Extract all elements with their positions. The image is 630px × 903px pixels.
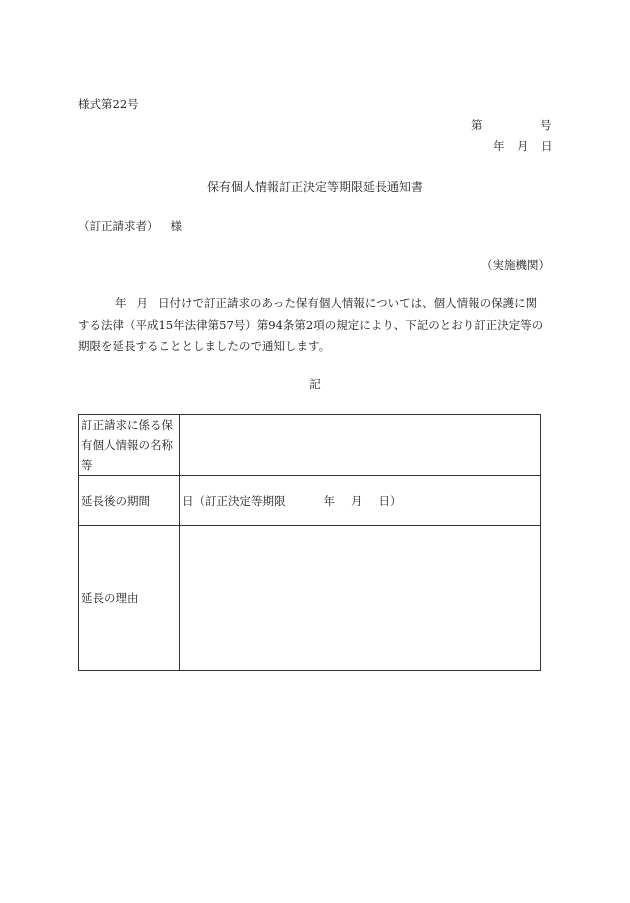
body-line-1 [78,293,548,315]
table-row [79,526,541,671]
body-line-1-text: 日付けで訂正請求のあった保有個人情報については、個人情報の保護に関 [158,296,538,310]
table-row [79,476,541,526]
period-month-label: 月 [351,493,363,508]
issuing-agency: （実施機関） [481,258,550,272]
body-paragraph [78,293,548,358]
extended-period-label: 延長後の期間 [79,476,180,526]
info-name-value[interactable] [180,415,541,476]
addressee-name: （訂正請求者） [78,219,159,233]
extension-reason-value[interactable] [180,526,541,671]
body-line-3: 期限を延長することとしましたので通知します。 [78,339,331,353]
period-year-label: 年 [323,493,335,508]
body-month-label: 月 [136,296,148,310]
date-month-label: 月 [517,139,529,153]
body-year-label: 年 [115,296,127,310]
document-number-prefix: 第 [471,118,483,132]
ki-heading: 記 [309,377,321,391]
extension-reason-label: 延長の理由 [79,526,180,671]
info-name-label: 訂正請求に係る保有個人情報の名称等 [79,415,180,476]
extended-period-value[interactable] [180,476,541,526]
form-number: 様式第22号 [78,97,139,111]
date-day-label: 日 [541,139,553,153]
addressee [78,218,182,234]
document-title: 保有個人情報訂正決定等期限延長通知書 [206,180,423,194]
document-number-suffix: 号 [540,118,552,132]
table-row [79,415,541,476]
period-day-label: 日） [378,493,402,508]
date-year-label: 年 [493,139,505,153]
addressee-honorific: 様 [170,219,182,233]
details-table [78,414,541,671]
period-head: 日（訂正決定等期限 [182,493,286,508]
body-line-2: する法律（平成15年法律第57号）第94条第2項の規定により、下記のとおり訂正決定等の [78,317,544,332]
